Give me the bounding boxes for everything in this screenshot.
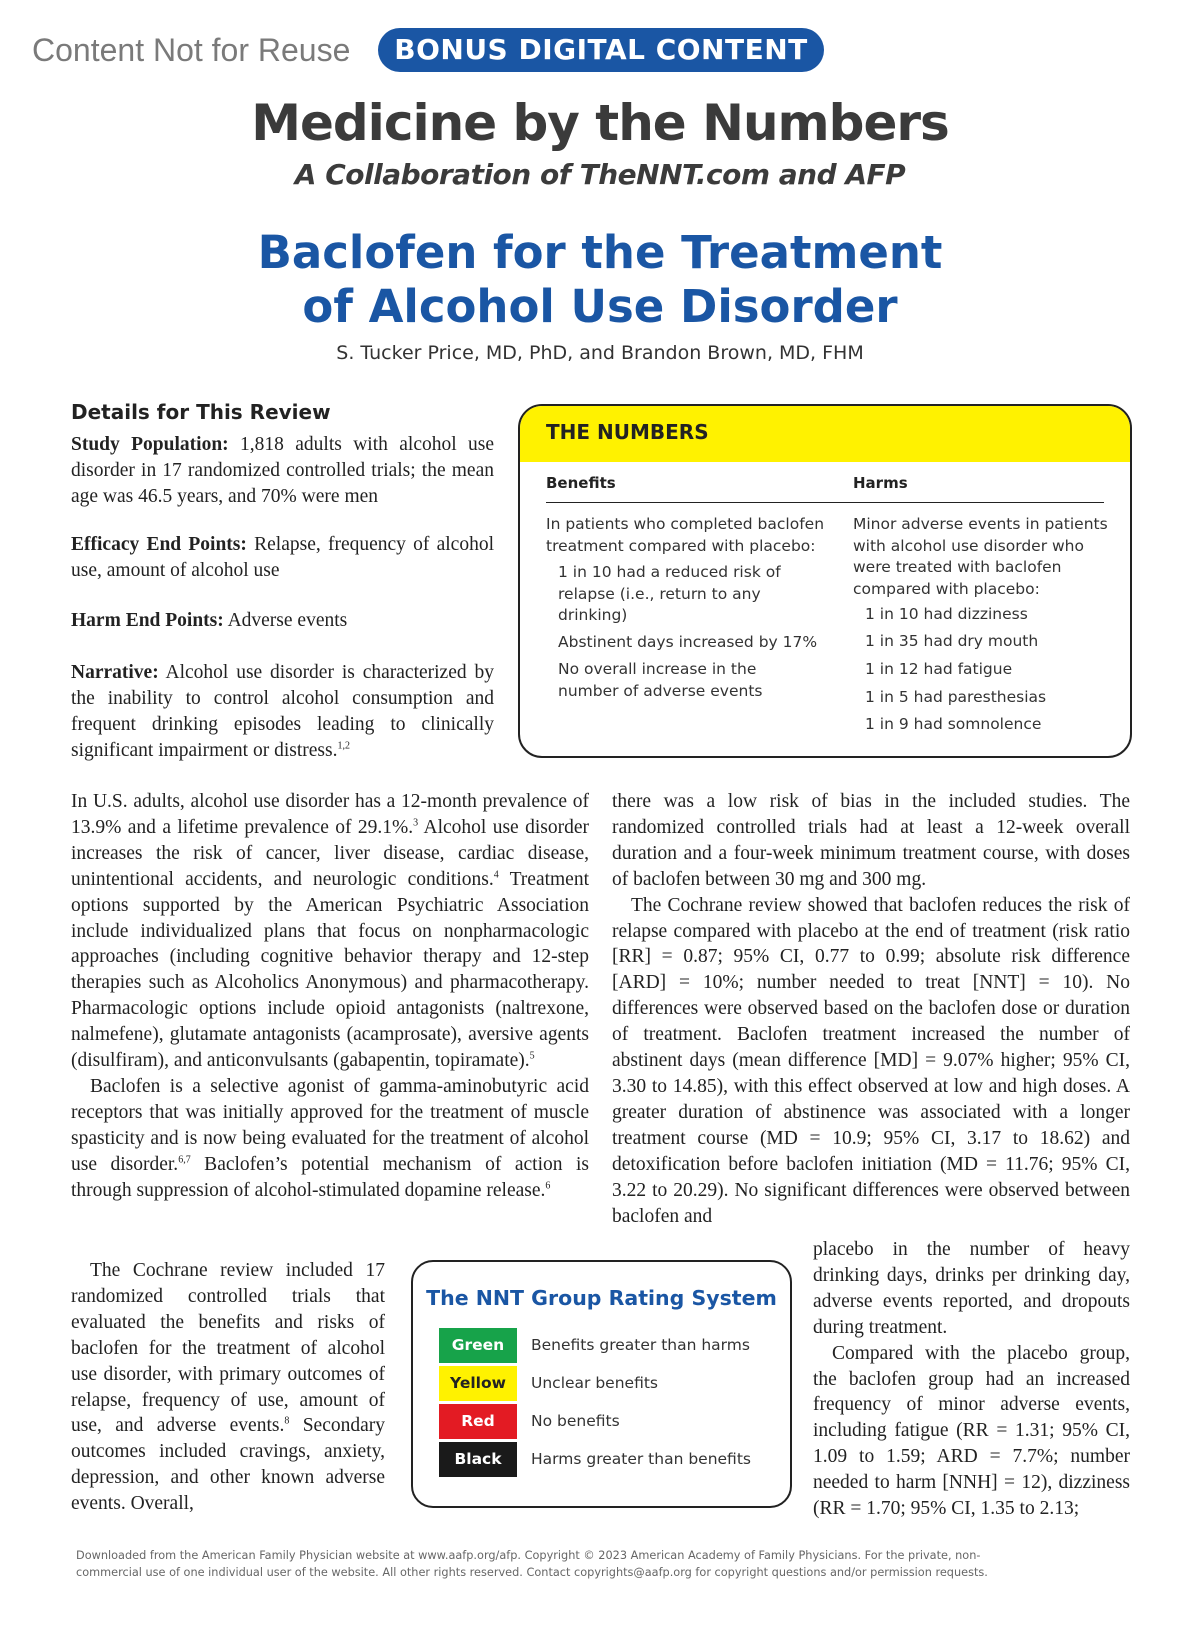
- rating-system-box: [411, 1260, 792, 1508]
- narrative-body: [71, 789, 589, 1204]
- footer-line-2: commercial use of one individual user of the website. All other rights reserved. Contact copyrights@aafp.org for copyright questions and/or permission requests.: [76, 1566, 988, 1579]
- harms-item: 1 in 5 had paresthesias: [865, 688, 1047, 706]
- rating-desc: No benefits: [531, 1412, 620, 1430]
- footer-line-1: Downloaded from the American Family Physician website at www.aafp.org/afp. Copyright © 2023 American Academy of Family Physicians. For the private, non-: [76, 1549, 981, 1562]
- benefits-item: No overall increase in the number of adverse events: [558, 660, 763, 700]
- study-population-label: Study Population:: [71, 434, 229, 455]
- right-column-text: [612, 789, 1130, 1229]
- narrative-text-3b: Secondary outcomes included cravings, anxiety, depression, and other known adverse events. Overall,: [71, 1415, 386, 1515]
- harm-text: Adverse events: [223, 610, 348, 631]
- narrative-text-r2-cont: placebo in the number of heavy drinking days, drinks per drinking day, adverse events reported, and dropouts during treatment.: [813, 1239, 1130, 1338]
- harms-intro: Minor adverse events in patients with alcohol use disorder who were treated with baclofen compared with placebo:: [853, 515, 1108, 598]
- citation: 6: [545, 1180, 551, 1192]
- article-title-line-2: of Alcohol Use Disorder: [302, 280, 898, 333]
- rating-chip-black: Black: [439, 1442, 517, 1477]
- narrative-text-r3: Compared with the placebo group, the baclofen group had an increased frequency of minor adverse events, including fatigue (RR = 1.31; 95% CI, 1.09 to 1.59; ARD = 7.7%; number needed to harm [NNH] = 12), dizziness (RR = 1.70; 95% CI, 1.35 to 2.13;: [813, 1342, 1130, 1520]
- rating-row-yellow: [439, 1366, 769, 1401]
- rating-chip-yellow: Yellow: [439, 1366, 517, 1401]
- efficacy-end-points: [71, 532, 494, 584]
- narrative-text-1a: Alcohol use disorder is characterized by the inability to control alcohol consumption and frequent drinking episodes leading to clinically significant impairment or distress.: [71, 662, 494, 761]
- rating-row-green: [439, 1328, 769, 1363]
- rating-chip-green: Green: [439, 1328, 517, 1363]
- numbers-box: [518, 404, 1132, 758]
- citation: 1,2: [337, 740, 350, 752]
- narrative-text-1c: Alcohol use disorder increases the risk of cancer, liver disease, cardiac disease, unintentional accidents, and neurologic conditions.: [71, 816, 589, 890]
- study-population-text: 1,818 adults with alcohol use disorder in 17 randomized controlled trials; the mean age was 46.5 years, and 70% were men: [71, 434, 494, 507]
- harms-item: 1 in 9 had somnolence: [865, 715, 1042, 733]
- series-title: Medicine by the Numbers: [251, 94, 949, 152]
- efficacy-text: Relapse, frequency of alcohol use, amount of alcohol use: [71, 534, 495, 581]
- study-population: [71, 432, 494, 510]
- narrative-text-r2: The Cochrane review showed that baclofen reduces the risk of relapse compared with placebo at the end of treatment (risk ratio [RR] = 0.87; 95% CI, 0.77 to 0.99; absolute risk difference [ARD] = 10%; number needed to treat [NNT] = 10). No differences were observed based on the baclofen dose or duration of treatment. Baclofen treatment increased the number of abstinent days (mean difference [MD] = 9.07% higher; 95% CI, 3.30 to 14.85), with this effect observed at low and high doses. A greater duration of abstinence was associated with a longer treatment course (MD = 10.9; 95% CI, 3.17 to 18.62) and detoxification before baclofen initiation (MD = 11.76; 95% CI, 3.22 to 20.29). No significant differences were observed between baclofen and: [612, 894, 1130, 1227]
- rating-row-red: [439, 1404, 769, 1439]
- narrative-text-3a: The Cochrane review included 17 randomized controlled trials that evaluated the benefits and risks of baclofen for the treatment of alcohol use disorder, with primary outcomes of relapse, frequency of use, amount of use, and adverse events.: [71, 1260, 385, 1437]
- narrative-intro: [71, 660, 494, 764]
- rating-row-black: [439, 1442, 769, 1477]
- harm-end-points: [71, 608, 494, 634]
- right-column-narrow-text: [813, 1237, 1130, 1522]
- article-title-line-1: Baclofen for the Treatment: [257, 226, 943, 279]
- rating-system-title: The NNT Group Rating System: [426, 1286, 777, 1310]
- citation: 4: [493, 869, 499, 881]
- rating-desc: Harms greater than benefits: [531, 1450, 751, 1468]
- narrative-text-r1: there was a low risk of bias in the included studies. The randomized controlled trials had at least a 12-week overall duration and a four-week minimum treatment course, with doses of baclofen between 30 mg and 300 mg.: [612, 791, 1130, 890]
- harms-item: 1 in 35 had dry mouth: [865, 632, 1039, 650]
- not-for-reuse-label: Content Not for Reuse: [32, 32, 351, 68]
- benefits-item: 1 in 10 had a reduced risk of relapse (i.e., return to any drinking): [558, 563, 781, 624]
- rating-desc: Unclear benefits: [531, 1374, 658, 1392]
- series-subtitle: A Collaboration of TheNNT.com and AFP: [294, 158, 906, 191]
- benefits-heading: Benefits: [546, 474, 616, 492]
- harm-label: Harm End Points:: [71, 610, 224, 631]
- bonus-content-badge: BONUS DIGITAL CONTENT: [378, 28, 824, 72]
- rating-chip-red: Red: [439, 1404, 517, 1439]
- narrative-label: Narrative:: [71, 662, 159, 683]
- cochrane-paragraph: [71, 1258, 385, 1517]
- citation: 3: [413, 817, 419, 829]
- narrative-text-1d: Treatment options supported by the American Psychiatric Association include individualized plans that focus on nonpharmacologic approaches (including cognitive behavior therapy and 12-step therapies such as Alcoholics Anonymous) and pharmacotherapy. Pharmacologic options include opioid antagonists (naltrexone, nalmefene), glutamate antagonists (acamprosate), aversive agents (disulfiram), and anticonvulsants (gabapentin, topiramate).: [71, 868, 590, 1072]
- details-heading: Details for This Review: [71, 400, 331, 424]
- narrative-text-2b: Baclofen’s potential mechanism of action is through suppression of alcohol-stimulated dopamine release.: [71, 1153, 589, 1201]
- numbers-box-title: THE NUMBERS: [546, 420, 709, 444]
- harms-heading: Harms: [853, 474, 908, 492]
- narrative-text-2a: Baclofen is a selective agonist of gamma-aminobutyric acid receptors that was initially approved for the treatment of muscle spasticity and is now being evaluated for the treatment of alcohol use disorder.: [71, 1075, 589, 1175]
- benefits-item: Abstinent days increased by 17%: [558, 633, 818, 651]
- copyright-footer: [76, 1547, 1136, 1581]
- authors: S. Tucker Price, MD, PhD, and Brandon Brown, MD, FHM: [336, 342, 864, 364]
- divider: [546, 502, 1104, 503]
- efficacy-label: Efficacy End Points:: [71, 534, 247, 555]
- rating-desc: Benefits greater than harms: [531, 1336, 750, 1354]
- benefits-intro: In patients who completed baclofen treatment compared with placebo:: [546, 515, 825, 555]
- citation: 5: [529, 1050, 535, 1062]
- citation: 6,7: [178, 1154, 191, 1166]
- harms-item: 1 in 12 had fatigue: [865, 660, 1013, 678]
- harms-item: 1 in 10 had dizziness: [865, 605, 1028, 623]
- narrative-text-1b: In U.S. adults, alcohol use disorder has a 12-month prevalence of 13.9% and a lifetime prevalence of 29.1%.: [71, 791, 589, 838]
- citation: 8: [284, 1415, 290, 1427]
